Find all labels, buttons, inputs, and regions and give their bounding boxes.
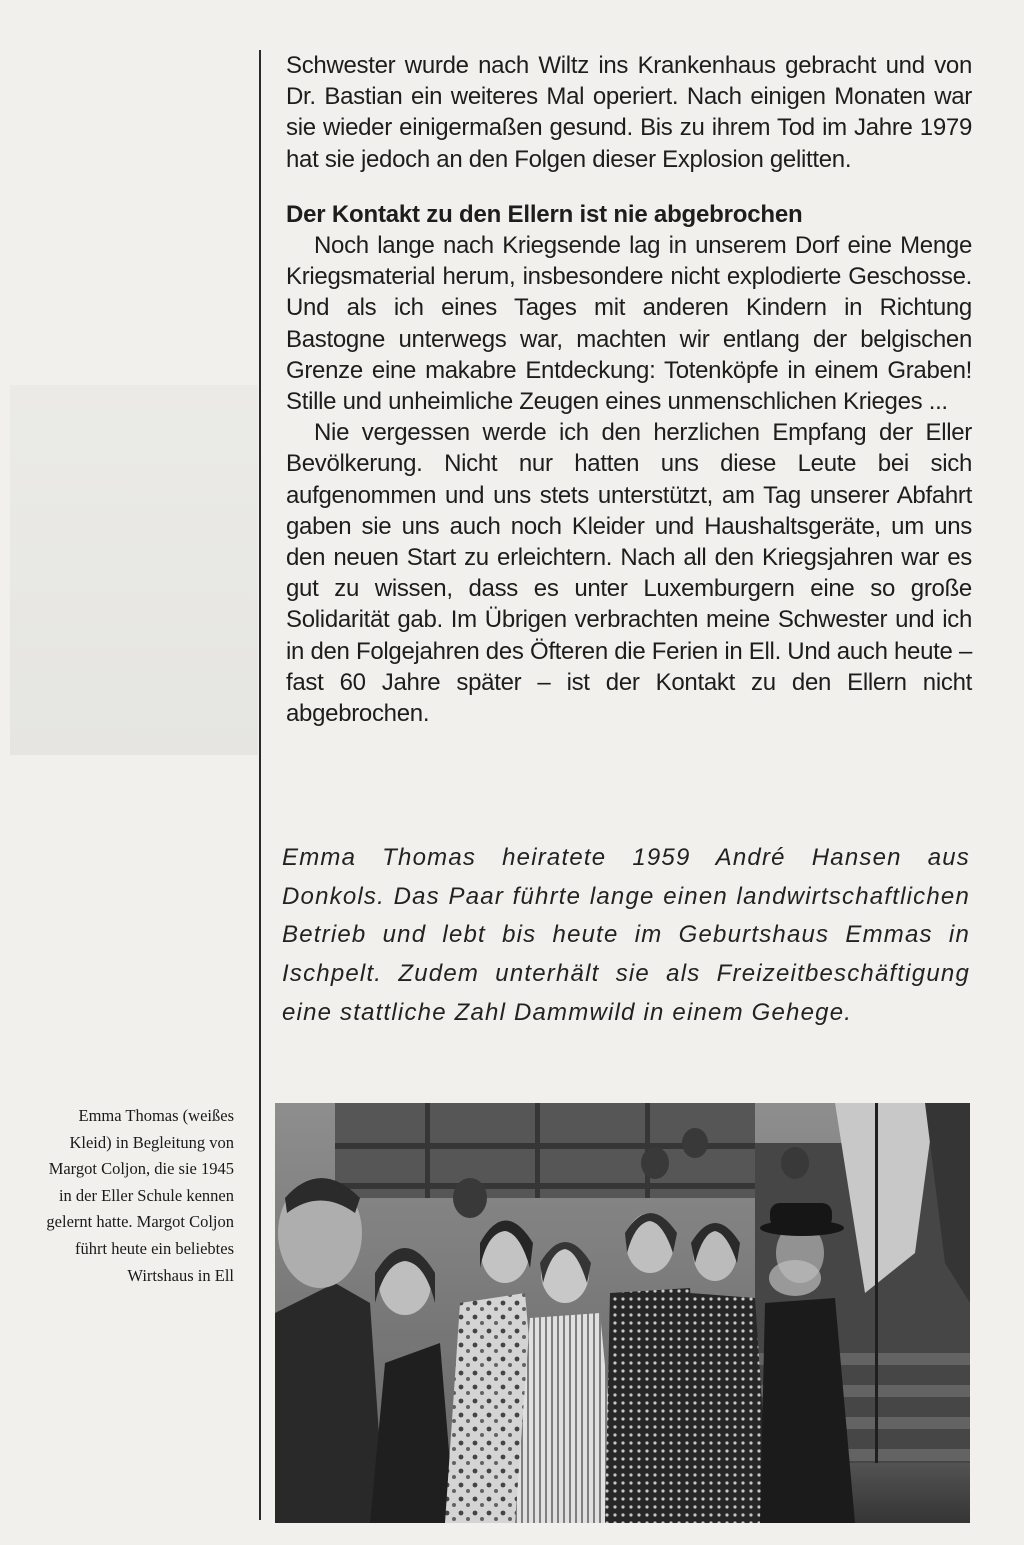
historical-photo [275,1103,970,1523]
article-body [286,50,972,729]
caption-line: Wirtshaus in Ell [127,1265,234,1285]
section-heading: Der Kontakt zu den Ellern ist nie abgebrochen [286,200,803,228]
paragraph-continued: Schwester wurde nach Wiltz ins Krankenhaus gebracht und von Dr. Bastian ein weiteres Mal operiert. Nach einigen Monaten war sie wieder einigermaßen gesund. Bis zu ihrem Tod im Jahre 1979 hat sie jedoch an den Folgen dieser Explosion gelitten. [286,52,972,173]
page-bleed-through [10,385,258,755]
caption-line: gelernt hatte. Margot Coljon [46,1212,234,1232]
paragraph-war-material: Noch lange nach Kriegsende lag in unserem Dorf eine Menge Kriegsmaterial herum, insbesondere nicht explodierte Geschosse. Und als ich eines Tages mit anderen Kindern in Richtung Bastogne unterwegs war, machten wir entlang der belgischen Grenze eine makabre Entdeckung: Totenköpfe in einem Graben! Stille und unheimliche Zeugen eines unmenschlichen Krieges ... [286,232,972,416]
paragraph-reception: Nie vergessen werde ich den herzlichen Empfang der Eller Bevölkerung. Nicht nur hatten uns diese Leute bei sich aufgenommen und uns stets unterstützt, am Tag unserer Abfahrt gaben sie uns auch noch Kleider und Haushaltsgeräte, um uns den neuen Start zu erleichtern. Nach all den Kriegsjahren war es gut zu wissen, dass es unter Luxemburgern eine so große Solidarität gab. Im Übrigen verbrachten meine Schwester und ich in den Folgejahren des Öfteren die Ferien in Ell. Und auch heute – fast 60 Jahre später – ist der Kontakt zu den Ellern nicht abgebrochen. [286,419,972,728]
caption-line: Margot Coljon, die sie 1945 [48,1159,234,1179]
column-divider [259,50,261,1520]
closing-note: Emma Thomas heiratete 1959 André Hansen aus Donkols. Das Paar führte lange einen landwirtschaftlichen Betrieb und lebt bis heute im Geburtshaus Emmas in Ischpelt. Zudem unterhält sie als Freizeitbeschäftigung eine stattliche Zahl Dammwild in einem Gehege. [282,844,970,1026]
caption-line: führt heute ein beliebtes [75,1238,234,1258]
photo-caption [14,1103,234,1289]
caption-line: Kleid) in Begleitung von [69,1132,234,1152]
caption-line: Emma Thomas (weißes [78,1106,234,1125]
caption-line: in der Eller Schule kennen [58,1185,234,1205]
